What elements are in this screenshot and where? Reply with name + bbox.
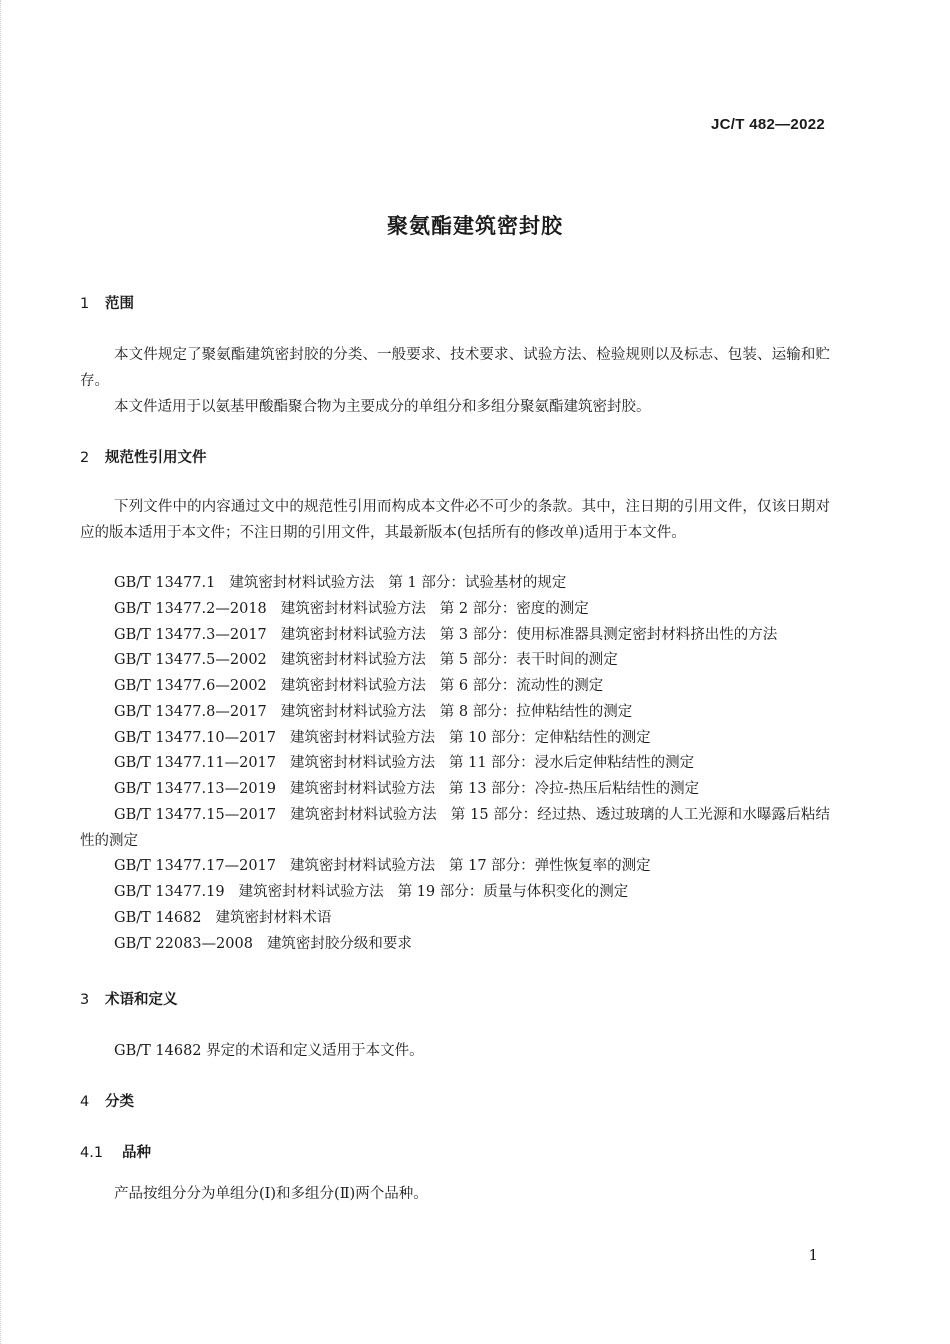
reference-code: GB/T 13477.15—2017 (114, 806, 277, 823)
section-number: 3 (80, 992, 90, 1008)
reference-code: GB/T 13477.1 (114, 575, 216, 591)
reference-part: 第 19 部分：质量与体积变化的测定 (397, 884, 629, 900)
reference-name: 建筑密封材料试验方法 (290, 806, 437, 823)
page-number: 1 (808, 1246, 818, 1264)
reference-code: GB/T 13477.11—2017 (114, 755, 276, 772)
reference-name: 建筑密封材料试验方法 (280, 678, 426, 694)
reference-code: GB/T 13477.8—2017 (114, 703, 267, 720)
reference-name: 建筑密封材料试验方法 (229, 575, 375, 591)
reference-item (80, 571, 830, 597)
reference-item (80, 932, 830, 958)
reference-code: GB/T 13477.5—2002 (114, 652, 267, 669)
varieties-paragraph: 产品按组分分为单组分(Ⅰ)和多组分(Ⅱ)两个品种。 (114, 1186, 428, 1202)
section-4-1-heading (80, 1141, 151, 1162)
reference-item (80, 623, 830, 649)
section-number: 4.1 (80, 1145, 104, 1161)
reference-name: 建筑密封材料试验方法 (290, 781, 435, 797)
reference-name: 建筑密封材料试验方法 (290, 755, 435, 772)
reference-code: GB/T 13477.2—2018 (114, 600, 267, 617)
reference-code: GB/T 13477.10—2017 (114, 729, 276, 746)
section-1-heading (80, 292, 134, 313)
reference-part: 第 6 部分：流动性的测定 (439, 678, 604, 694)
reference-code: GB/T 13477.6—2002 (114, 678, 267, 694)
reference-item (80, 597, 830, 623)
section-number: 2 (80, 450, 90, 466)
reference-code: GB/T 13477.17—2017 (114, 858, 276, 875)
reference-code: GB/T 13477.13—2019 (114, 781, 276, 797)
reference-part: 第 17 部分：弹性恢复率的测定 (449, 858, 651, 875)
reference-name: 建筑密封材料试验方法 (280, 600, 426, 617)
reference-item (80, 674, 830, 700)
scan-margin (0, 0, 9, 1344)
document-title: 聚氨酯建筑密封胶 (387, 214, 563, 238)
reference-name: 建筑密封材料试验方法 (280, 703, 426, 720)
reference-name: 建筑密封材料试验方法 (280, 626, 426, 643)
reference-item (80, 777, 830, 803)
reference-name: 建筑密封材料试验方法 (290, 729, 435, 746)
section-4-heading (80, 1090, 134, 1111)
reference-part: 第 5 部分：表干时间的测定 (439, 652, 618, 669)
reference-list (80, 571, 830, 957)
reference-item (80, 854, 830, 880)
reference-name: 建筑密封材料试验方法 (238, 884, 384, 900)
section-number: 4 (80, 1094, 90, 1110)
section-2-heading (80, 446, 207, 467)
terms-paragraph: GB/T 14682 界定的术语和定义适用于本文件。 (114, 1043, 424, 1059)
reference-part: 第 8 部分：拉伸粘结性的测定 (439, 703, 633, 720)
reference-code: GB/T 13477.3—2017 (114, 626, 267, 643)
reference-part: 第 15 部分：经过热、透过玻璃的人工光源和水曝露后粘结性的测定 (80, 806, 831, 849)
reference-part: 第 13 部分：冷拉-热压后粘结性的测定 (449, 781, 700, 797)
section-number: 1 (80, 296, 90, 312)
reference-name: 建筑密封材料术语 (215, 909, 332, 926)
standard-code: JC/T 482—2022 (711, 116, 825, 133)
reference-item (80, 906, 830, 932)
reference-name: 建筑密封胶分级和要求 (266, 935, 412, 952)
reference-name: 建筑密封材料试验方法 (290, 858, 435, 875)
section-title: 范围 (105, 296, 134, 312)
section-title: 术语和定义 (105, 992, 178, 1008)
reference-part: 第 11 部分：浸水后定伸粘结性的测定 (449, 755, 695, 772)
reference-code: GB/T 14682 (114, 909, 202, 926)
reference-item (80, 751, 830, 777)
reference-item (80, 880, 830, 906)
reference-part: 第 1 部分：试验基材的规定 (388, 575, 567, 591)
section-title: 规范性引用文件 (105, 450, 207, 466)
reference-item (80, 700, 830, 726)
reference-code: GB/T 13477.19 (114, 884, 225, 900)
reference-part: 第 10 部分：定伸粘结性的测定 (449, 729, 651, 746)
reference-code: GB/T 22083—2008 (114, 935, 253, 952)
reference-item (80, 803, 830, 855)
reference-part: 第 3 部分：使用标准器具测定密封材料挤出性的方法 (439, 626, 778, 643)
reference-item (80, 726, 830, 752)
reference-name: 建筑密封材料试验方法 (280, 652, 426, 669)
scope-paragraph-1: 本文件规定了聚氨酯建筑密封胶的分类、一般要求、技术要求、试验方法、检验规则以及标志、包装、运输和贮存。 (80, 347, 830, 389)
section-title: 品种 (122, 1145, 151, 1161)
references-intro: 下列文件中的内容通过文中的规范性引用而构成本文件必不可少的条款。其中，注日期的引用文件，仅该日期对应的版本适用于本文件；不注日期的引用文件，其最新版本(包括所有的修改单)适用于本文件。 (80, 499, 830, 541)
scope-paragraph-2: 本文件适用于以氨基甲酸酯聚合物为主要成分的单组分和多组分聚氨酯建筑密封胶。 (114, 399, 651, 415)
reference-part: 第 2 部分：密度的测定 (439, 600, 589, 617)
section-title: 分类 (105, 1094, 134, 1110)
reference-item (80, 648, 830, 674)
section-3-heading (80, 988, 178, 1009)
